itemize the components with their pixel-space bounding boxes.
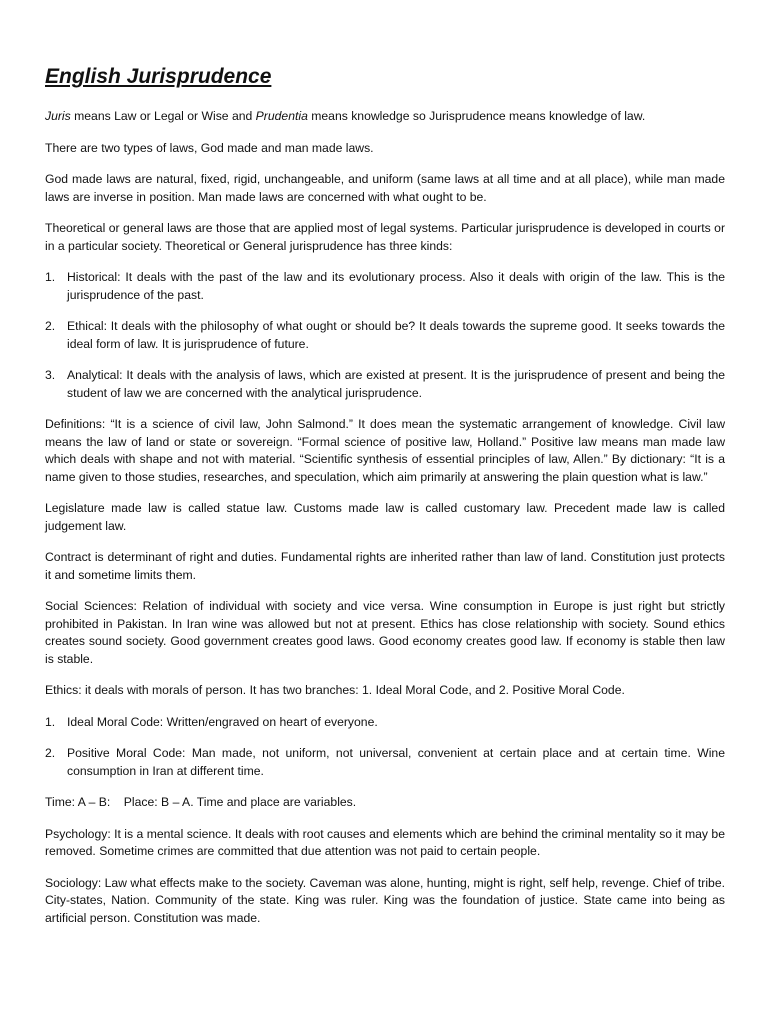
intro-text-a: means Law or Legal or Wise and [70,109,256,123]
legislature-paragraph: Legislature made law is called statue law. Customs made law is called customary law. Precedent made law is called judgement law. [45,501,725,533]
ethics-paragraph: Ethics: it deals with morals of person. It has two branches: 1. Ideal Moral Code, and 2. Positive Moral Code. [45,683,625,697]
document-page [45,60,725,941]
list-text: Ideal Moral Code: Written/engraved on heart of everyone. [67,714,378,729]
list-item [45,269,725,304]
list-text: Positive Moral Code: Man made, not uniform, not universal, convenient at certain place and at certain time. Wine consumption in Iran at different time. [67,746,725,778]
intro-text-b: means knowledge so Jurisprudence means knowledge of law. [307,109,646,123]
definitions-paragraph: Definitions: “It is a science of civil law, John Salmond.” It does mean the systematic arrangement of knowledge. Civil law means the law of land or state or sovereign. “Formal science of positive law, Holland.” Positive law means man made law which deals with shape and not with material. “Scientific synthesis of essential principles of law, Allen.” By dictionary: “It is a name given to those studies, researches, and speculation, which aim primarily at answering the plain question what is law.” [45,417,725,484]
kinds-list [45,269,725,402]
list-number: 2. [45,746,56,760]
page-title: English Jurisprudence [45,65,272,88]
list-text: Ethical: It deals with the philosophy of what ought or should be? It deals towards the supreme good. It seeks towards the ideal form of law. It is jurisprudence of future. [67,319,725,351]
list-number: 2. [45,319,56,333]
list-item [45,745,725,780]
prudentia-term: Prudentia [255,109,308,123]
god-made-paragraph: God made laws are natural, fixed, rigid, unchangeable, and uniform (same laws at all time and at all place), while man made laws are inverse in position. Man made laws are concerned with what ought to be. [45,172,725,204]
list-item [45,318,725,353]
list-text: Historical: It deals with the past of the law and its evolutionary process. Also it deals with origin of the law. This is the jurisprudence of the past. [67,270,725,302]
social-sciences-paragraph: Social Sciences: Relation of individual with society and vice versa. Wine consumption in Europe is just right but strictly prohibited in Pakistan. In Iran wine was allowed but not at present. Ethics has close relationship with society. Sound ethics creates sound society. Good government creates good laws. Good economy creates good law. If economy is stable then law is stable. [45,599,725,666]
time-place-paragraph: Time: A – B: Place: B – A. Time and place are variables. [45,795,357,809]
list-number: 1. [45,270,56,284]
intro-paragraph [45,108,725,126]
moral-codes-list [45,714,725,781]
types-paragraph: There are two types of laws, God made and man made laws. [45,140,374,155]
list-text: Analytical: It deals with the analysis of laws, which are existed at present. It is the jurisprudence of present and being the student of law we are concerned with the analytical jurisprudence. [67,368,725,400]
list-number: 1. [45,714,56,729]
theoretical-paragraph: Theoretical or general laws are those that are applied most of legal systems. Particular jurisprudence is developed in courts or in a particular society. Theoretical or General jurisprudence has three kinds: [45,221,725,253]
sociology-paragraph: Sociology: Law what effects make to the society. Caveman was alone, hunting, might is right, self help, revenge. Chief of tribe. City-states, Nation. Community of the state. King was ruler. King was the foundation of justice. State came into being as artificial person. Constitution was made. [45,875,725,925]
psychology-paragraph: Psychology: It is a mental science. It deals with root causes and elements which are behind the criminal mentality so it may be removed. Sometime crimes are committed that due attention was not paid to certain people. [45,826,725,858]
list-item [45,714,725,732]
list-number: 3. [45,368,56,382]
contract-paragraph: Contract is determinant of right and duties. Fundamental rights are inherited rather than law of land. Constitution just protects it and sometime limits them. [45,550,725,582]
juris-term: Juris [45,109,71,123]
list-item [45,367,725,402]
